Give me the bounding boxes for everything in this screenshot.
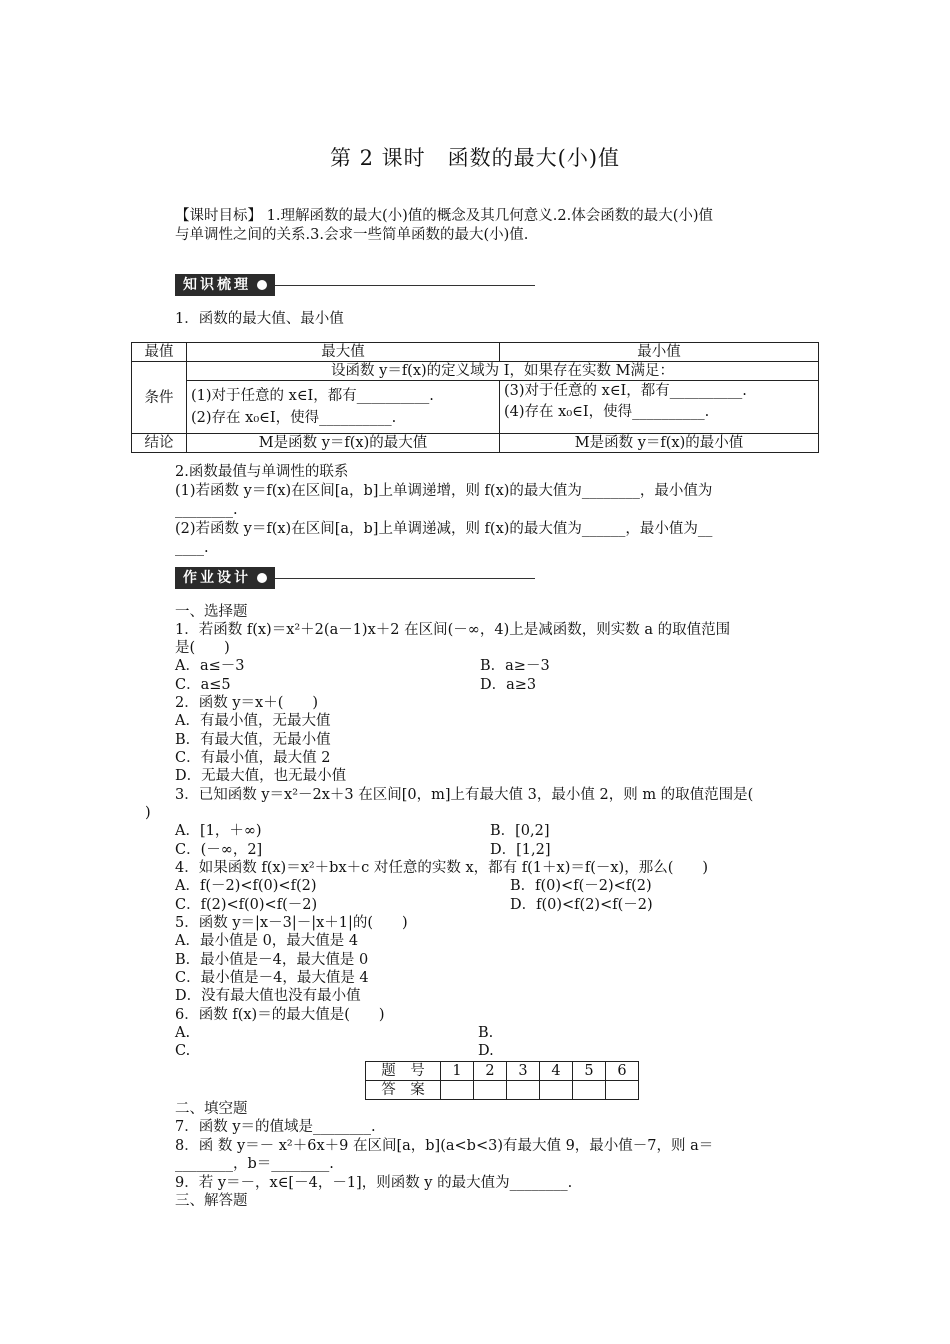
objective-label: 【课时目标】	[175, 208, 262, 224]
table-header-col: 最值	[132, 343, 187, 362]
section-rule	[275, 578, 535, 579]
q4-option-c: C．f(2)<f(0)<f(－2)	[175, 897, 318, 913]
q5-option-d: D．没有最大值也没有最小值	[175, 988, 361, 1004]
q1-option-b: B．a≥－3	[480, 658, 550, 674]
table-concl-label: 结论	[132, 434, 187, 453]
q2-option-a: A．有最小值，无最大值	[175, 713, 331, 729]
q9-stem: 9．若 y＝－，x∈[－4，－1]，则函数 y 的最大值为________.	[175, 1175, 573, 1191]
table-cond-label: 条件	[132, 362, 187, 434]
q5-option-b: B．最小值是－4，最大值是 0	[175, 952, 369, 968]
max-cond-1: (1)对于任意的 x∈I，都有__________.	[191, 388, 434, 404]
objective-text-1: 1.理解函数的最大(小)值的概念及其几何意义.2.体会函数的最大(小)值	[266, 208, 714, 224]
answer-cell	[573, 1081, 606, 1100]
answer-cell	[441, 1081, 474, 1100]
table-min-conditions	[500, 381, 819, 434]
q8-stem: 8．函 数 y＝－ x²＋6x＋9 在区间[a，b](a<b<3)有最大值 9，最小值－7，则 a＝	[175, 1138, 714, 1154]
table-header-min: 最小值	[500, 343, 819, 362]
q3-option-b: B．[0,2]	[490, 823, 550, 839]
table-max-conclusion: M是函数 y＝f(x)的最大值	[187, 434, 500, 453]
q1-stem-cont: 是( )	[175, 640, 230, 656]
page-title: 第 2 课时 函数的最大(小)值	[329, 146, 621, 170]
q1-option-c: C．a≤5	[175, 677, 231, 693]
k2-line-1: (1)若函数 y＝f(x)在区间[a，b]上单调递增，则 f(x)的最大值为________，最小值为	[175, 483, 713, 499]
choice-heading: 一、选择题	[175, 604, 248, 620]
table-min-conclusion: M是函数 y＝f(x)的最小值	[500, 434, 819, 453]
k2-title: 2.函数最值与单调性的联系	[175, 464, 349, 480]
table-max-conditions	[187, 381, 500, 434]
q3-option-c: C．(－∞，2]	[175, 842, 263, 858]
k2-line-4: ____.	[175, 540, 209, 556]
section-tag	[175, 567, 275, 589]
answer-cell	[606, 1081, 639, 1100]
q3-stem-cont: )	[145, 805, 151, 821]
q2-option-c: C．有最小值，最大值 2	[175, 750, 331, 766]
section-tag	[175, 274, 275, 296]
min-cond-1: (3)对于任意的 x∈I，都有__________.	[504, 383, 747, 399]
section-tag-label: 作业设计	[183, 570, 251, 586]
table-def-row: 设函数 y＝f(x)的定义域为 I，如果存在实数 M满足：	[187, 362, 819, 381]
answer-table-row2-label: 答 案	[366, 1081, 441, 1100]
table-header-max: 最大值	[187, 343, 500, 362]
k2-line-3: (2)若函数 y＝f(x)在区间[a，b]上单调递减，则 f(x)的最大值为______，最小值为__	[175, 521, 713, 537]
bullet-dot-icon	[257, 573, 267, 583]
q7-stem: 7．函数 y＝的值域是________.	[175, 1119, 376, 1135]
q4-stem: 4．如果函数 f(x)＝x²＋bx＋c 对任意的实数 x，都有 f(1＋x)＝f(－x)，那么( )	[175, 860, 709, 876]
q3-option-a: A．[1，＋∞)	[175, 823, 262, 839]
q2-option-d: D．无最大值，也无最小值	[175, 768, 347, 784]
fill-heading: 二、填空题	[175, 1101, 248, 1117]
answer-cell	[474, 1081, 507, 1100]
bullet-dot-icon	[257, 280, 267, 290]
q5-option-c: C．最小值是－4，最大值是 4	[175, 970, 369, 986]
section-banner-homework	[175, 567, 535, 589]
section-tag-label: 知识梳理	[183, 277, 251, 293]
answer-cell	[540, 1081, 573, 1100]
section-banner-knowledge	[175, 274, 535, 296]
k1-title: 1．函数的最大值、最小值	[175, 311, 344, 327]
solve-heading: 三、解答题	[175, 1193, 248, 1209]
q6-stem: 6．函数 f(x)＝的最大值是( )	[175, 1007, 385, 1023]
q6-option-d: D.	[478, 1043, 494, 1059]
answer-table	[365, 1061, 639, 1100]
q6-option-c: C.	[175, 1043, 191, 1059]
answer-table-number: 1	[441, 1062, 474, 1081]
min-cond-2: (4)存在 x₀∈I，使得__________.	[504, 404, 710, 420]
answer-table-number: 3	[507, 1062, 540, 1081]
q4-option-d: D．f(0)<f(2)<f(－2)	[510, 897, 653, 913]
q4-option-b: B．f(0)<f(－2)<f(2)	[510, 878, 652, 894]
answer-table-row1-label: 题 号	[366, 1062, 441, 1081]
q1-stem: 1．若函数 f(x)＝x²＋2(a－1)x＋2 在区间(－∞，4)上是减函数，则实数 a 的取值范围	[175, 622, 731, 638]
max-cond-2: (2)存在 x₀∈I，使得__________.	[191, 410, 397, 426]
k2-line-2: ________.	[175, 502, 238, 518]
answer-table-number: 4	[540, 1062, 573, 1081]
answer-cell	[507, 1081, 540, 1100]
objective-line-2: 与单调性之间的关系.3.会求一些简单函数的最大(小)值.	[175, 227, 529, 243]
max-min-table	[131, 342, 819, 453]
answer-table-number: 5	[573, 1062, 606, 1081]
q2-option-b: B．有最大值，无最小值	[175, 732, 331, 748]
q2-stem: 2．函数 y＝x＋( )	[175, 695, 319, 711]
q5-option-a: A．最小值是 0，最大值是 4	[175, 933, 359, 949]
q6-option-b: B.	[478, 1025, 494, 1041]
q3-stem: 3．已知函数 y＝x²－2x＋3 在区间[0，m]上有最大值 3，最小值 2，则 m 的取值范围是(	[175, 787, 754, 803]
q1-option-a: A．a≤－3	[175, 658, 245, 674]
answer-table-number: 6	[606, 1062, 639, 1081]
q1-option-d: D．a≥3	[480, 677, 537, 693]
q5-stem: 5．函数 y＝|x－3|－|x＋1|的( )	[175, 915, 408, 931]
objective-line-1	[175, 207, 713, 226]
q3-option-d: D．[1,2]	[490, 842, 551, 858]
q4-option-a: A．f(－2)<f(0)<f(2)	[175, 878, 317, 894]
q6-option-a: A.	[175, 1025, 191, 1041]
answer-table-number: 2	[474, 1062, 507, 1081]
section-rule	[275, 285, 535, 286]
q8-stem-cont: ________，b＝________.	[175, 1156, 334, 1172]
